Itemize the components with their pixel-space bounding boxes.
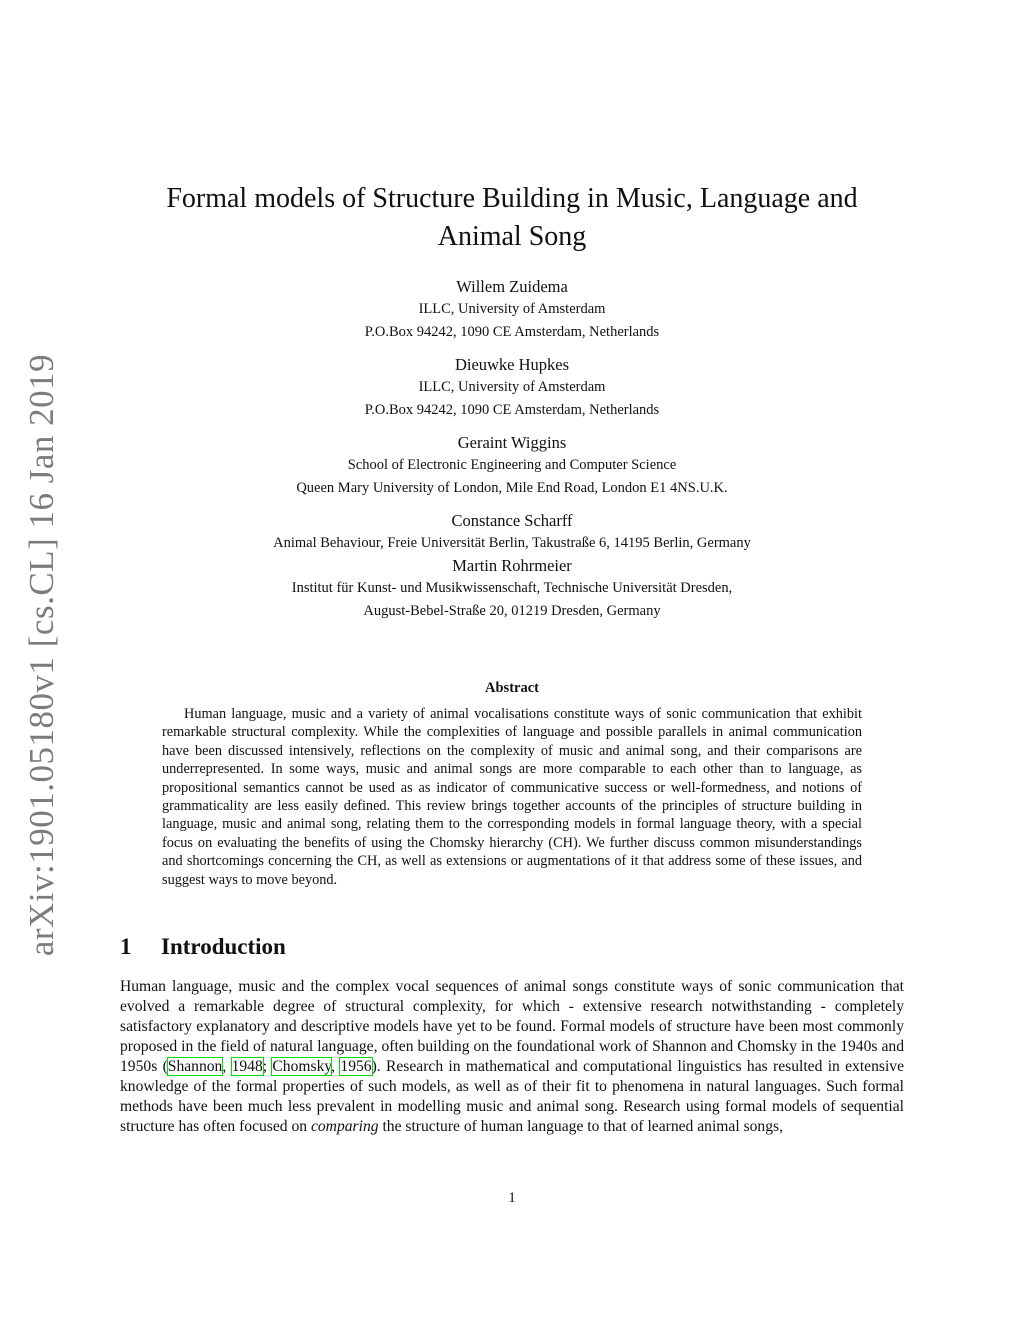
intro-text: Human language, music and the complex vocal sequences of animal songs constitute ways of sonic communication that evolved a remarkable degree of structural complexity, for which - extensive research notwithstanding - completely satisfactory explanatory and descriptive models have yet to be found. Formal models of structure have been most commonly proposed in the field of natural language, often building on the foundational work of Shannon and Chomsky in the 1940s and 1950s ( — [120, 978, 904, 1075]
citation-link-shannon-year[interactable]: 1948 — [231, 1058, 263, 1075]
citation-link-shannon-author[interactable]: Shannon — [167, 1058, 223, 1075]
arxiv-identifier[interactable]: arXiv:1901.05180v1 [cs.CL] 16 Jan 2019 — [22, 353, 62, 957]
author-affiliation: August-Bebel-Straße 20, 01219 Dresden, Germany — [363, 603, 661, 619]
intro-emphasis: comparing — [310, 1118, 379, 1135]
author-affiliation: ILLC, University of Amsterdam — [418, 379, 606, 395]
section-number: 1 — [120, 934, 132, 959]
author-name: Martin Rohrmeier — [452, 556, 572, 575]
author-entry — [120, 432, 904, 500]
intro-text: ). Research in mathematical and computational linguistics has resulted in extensive knowledge of the formal properties of such models, as well as of their fit to phenomena in natural languages. Such formal methods have been much less prevalent in modelling music and animal song. Research using formal models of sequential structure has often focused on — [120, 1058, 905, 1135]
author-entry — [120, 354, 904, 422]
arxiv-sidebar-stamp — [22, 353, 62, 957]
author-affiliation: ILLC, University of Amsterdam — [418, 301, 606, 317]
author-name: Constance Scharff — [451, 511, 573, 530]
author-affiliation: Institut für Kunst- und Musikwissenschaft, Technische Universität Dresden, — [291, 580, 733, 596]
abstract-text: Human language, music and a variety of animal vocalisations constitute ways of sonic communication that exhibit remarkable structural complexity. While the complexities of language and possible parallels in animal communication have been discussed intensively, reflections on the complexity of music and animal song, and their comparisons are underrepresented. In some ways, music and animal songs are more comparable to each other than to language, as propositional semantics cannot be used as as indicator of communicative success or well-formedness, and notions of grammaticality are less easily defined. This review brings together accounts of the principles of structure building in language, music and animal song, relating them to the corresponding models in formal language theory, with a special focus on evaluating the benefits of using the Chomsky hierarchy (CH). We further discuss common misunderstandings and shortcomings concerning the CH, as well as extensions or augmentations of it that address some of these issues, and suggest ways to move beyond. — [162, 706, 862, 888]
author-block — [120, 276, 904, 623]
author-affiliation: Queen Mary University of London, Mile End Road, London E1 4NS.U.K. — [296, 480, 728, 496]
section-heading — [120, 934, 286, 960]
introduction-paragraph: Human language, music and the complex vocal sequences of animal songs constitute ways of sonic communication that evolved a remarkable degree of structural complexity, for which - extensive research notwithstanding - completely satisfactory explanatory and descriptive models have yet to be found. Formal models of structure have been most commonly proposed in the field of natural language, often building on the foundational work of Shannon and Chomsky in the 1940s and 1950s (Shannon, 1948; Chomsky, 1956). Research in mathematical and computational linguistics has resulted in extensive knowledge of the formal properties of such models, as well as of their fit to phenomena in natural languages. Such formal methods have been much less prevalent in modelling music and animal song. Research using formal models of sequential structure has often focused on comparing the structure of human language to that of learned animal songs, — [120, 978, 905, 1135]
author-entry — [120, 276, 904, 344]
author-affiliation: P.O.Box 94242, 1090 CE Amsterdam, Netherlands — [364, 402, 660, 418]
citation-link-chomsky-author[interactable]: Chomsky — [272, 1058, 332, 1075]
paper-title: Formal models of Structure Building in Music, Language and Animal Song — [166, 183, 858, 252]
author-affiliation: P.O.Box 94242, 1090 CE Amsterdam, Netherlands — [364, 324, 660, 340]
author-entry — [120, 555, 904, 623]
page-number: 1 — [508, 1190, 516, 1206]
author-name: Dieuwke Hupkes — [454, 355, 570, 374]
author-affiliation: School of Electronic Engineering and Computer Science — [347, 457, 677, 473]
section-title: Introduction — [161, 934, 286, 959]
abstract-heading: Abstract — [485, 680, 539, 696]
citation-separator: ; — [262, 1058, 273, 1075]
citation-link-chomsky-year[interactable]: 1956 — [340, 1058, 372, 1075]
intro-text: the structure of human language to that of learned animal songs, — [378, 1118, 783, 1135]
author-name: Geraint Wiggins — [457, 433, 567, 452]
author-affiliation: Animal Behaviour, Freie Universität Berlin, Takustraße 6, 14195 Berlin, Germany — [273, 535, 751, 551]
author-entry — [120, 510, 904, 555]
author-name: Willem Zuidema — [456, 277, 568, 296]
